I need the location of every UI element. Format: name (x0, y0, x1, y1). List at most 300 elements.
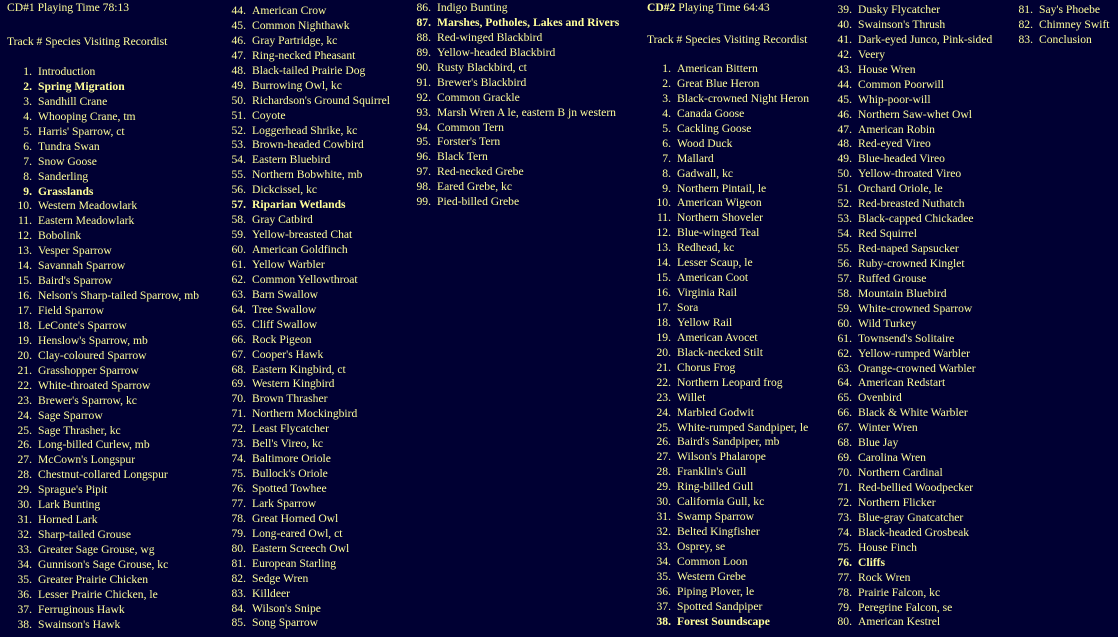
track-number: 70. (231, 392, 246, 406)
track-link[interactable]: Wilson's Snipe (252, 601, 321, 615)
track-link[interactable]: Yellow-throated Vireo (858, 167, 962, 181)
track-link[interactable]: Introduction (38, 65, 96, 78)
track-link[interactable]: Northern Mockingbird (252, 407, 358, 421)
track-link[interactable]: Black Tern (437, 150, 488, 164)
track-row (993, 18, 1110, 33)
track-link[interactable]: White-throated Sparrow (38, 378, 151, 392)
track-link[interactable]: Brown Thrasher (252, 392, 328, 406)
track-link[interactable]: Greater Prairie Chicken (38, 572, 149, 586)
track-link[interactable]: Veery (858, 47, 886, 61)
track-number: 2. (23, 79, 32, 93)
track-link[interactable]: Long-eared Owl, ct (252, 526, 343, 540)
track-link[interactable]: Common Poorwill (858, 77, 944, 91)
track-number: 77. (837, 570, 852, 584)
track-link[interactable]: American Bittern (677, 62, 758, 75)
track-number: 26. (656, 435, 671, 449)
track-link[interactable]: Sage Sparrow (38, 408, 103, 422)
track-link[interactable]: House Finch (858, 540, 917, 554)
track-link[interactable]: Mountain Bluebird (858, 286, 947, 300)
track-link[interactable]: Coyote (252, 108, 286, 122)
track-number: 48. (231, 63, 246, 77)
track-link[interactable]: Red-winged Blackbird (437, 30, 543, 44)
track-number: 21. (17, 363, 32, 377)
track-number: 49. (231, 78, 246, 92)
track-link[interactable]: Vesper Sparrow (38, 244, 112, 258)
track-link[interactable]: Brewer's Blackbird (437, 75, 527, 89)
track-link[interactable]: Franklin's Gull (677, 465, 747, 479)
track-link[interactable]: Chorus Frog (677, 360, 736, 374)
track-link[interactable]: Ovenbird (858, 391, 902, 405)
track-row (0, 140, 199, 155)
track-link[interactable]: Black & White Warbler (858, 406, 968, 420)
track-link[interactable]: Red-naped Sapsucker (858, 242, 959, 255)
track-number: 8. (23, 169, 32, 183)
track-number: 17. (656, 301, 671, 314)
track-link[interactable]: Common Grackle (437, 90, 520, 104)
track-link[interactable]: American Redstart (858, 376, 946, 390)
track-link[interactable]: White-crowned Sparrow (858, 301, 973, 315)
track-link[interactable]: American Avocet (677, 330, 758, 344)
track-link[interactable]: Wood Duck (677, 136, 733, 150)
track-row (0, 304, 199, 319)
track-number: 45. (837, 92, 852, 106)
track-number: 63. (231, 287, 246, 301)
track-number: 87. (416, 15, 431, 29)
track-row (0, 468, 199, 483)
track-link[interactable]: Field Sparrow (38, 304, 105, 317)
track-link[interactable]: Orchard Oriole, le (858, 182, 943, 196)
track-link[interactable]: Harris' Sparrow, ct (38, 124, 125, 138)
track-link[interactable]: Least Flycatcher (252, 422, 329, 436)
track-link[interactable]: Black-tailed Prairie Dog (252, 63, 366, 77)
track-link[interactable]: Dickcissel, kc (252, 183, 318, 197)
track-row (392, 180, 619, 195)
track-number: 27. (656, 450, 671, 464)
track-row (206, 587, 390, 602)
track-link[interactable]: Red-eyed Vireo (858, 137, 931, 151)
track-link[interactable]: White-rumped Sandpiper, le (677, 420, 809, 434)
track-number: 22. (656, 375, 671, 389)
track-number: 6. (662, 136, 671, 150)
track-link[interactable]: American Crow (252, 4, 327, 17)
track-number: 16. (17, 289, 32, 303)
track-link[interactable]: Loggerhead Shrike, kc (252, 123, 358, 137)
track-link[interactable]: Blue-winged Teal (677, 226, 760, 240)
track-link[interactable]: Cackling Goose (677, 121, 752, 135)
track-link[interactable]: Sage Thrasher, kc (38, 423, 121, 437)
track-number: 40. (837, 17, 852, 31)
track-link[interactable]: Rock Pigeon (252, 332, 312, 346)
track-link[interactable]: Horned Lark (38, 513, 98, 527)
track-row (392, 76, 619, 91)
track-link[interactable]: Lesser Prairie Chicken, le (38, 587, 158, 601)
track-row (641, 256, 809, 271)
track-link[interactable]: Virginia Rail (677, 286, 737, 300)
track-row (812, 347, 992, 362)
track-link[interactable]: Bobolink (38, 229, 82, 243)
track-number: 50. (837, 167, 852, 181)
section-title: Marshes, Potholes, Lakes and Rivers (437, 15, 620, 29)
track-number: 54. (837, 227, 852, 241)
track-link[interactable]: Black-necked Stilt (677, 345, 763, 359)
track-link[interactable]: Swainson's Thrush (858, 17, 946, 31)
track-number: 92. (416, 90, 431, 104)
track-number: 75. (231, 467, 246, 481)
track-row (392, 106, 619, 121)
track-link[interactable]: Rock Wren (858, 570, 911, 584)
track-row (206, 572, 390, 587)
track-row (641, 495, 809, 510)
track-link[interactable]: Winter Wren (858, 421, 918, 435)
track-link[interactable]: Northern Shoveler (677, 211, 763, 225)
track-link[interactable]: California Gull, kc (677, 495, 765, 509)
track-link[interactable]: Northern Flicker (858, 495, 936, 509)
track-row (206, 243, 390, 258)
track-link[interactable]: Piping Plover, le (677, 584, 755, 598)
track-number: 55. (837, 242, 852, 255)
track-row (812, 3, 992, 18)
track-link[interactable]: Eared Grebe, kc (437, 180, 512, 194)
track-link[interactable]: Blue Jay (858, 436, 899, 450)
track-row (812, 63, 992, 78)
track-link[interactable]: Cooper's Hawk (252, 347, 324, 361)
track-row (641, 122, 809, 137)
track-link[interactable]: Wild Turkey (858, 316, 917, 330)
track-row (812, 406, 992, 421)
section-heading-row (206, 198, 390, 213)
track-number: 81. (1018, 3, 1033, 16)
track-link[interactable]: Eastern Screech Owl (252, 541, 350, 555)
track-number: 78. (837, 585, 852, 599)
track-row (641, 376, 809, 391)
track-link[interactable]: Ruby-crowned Kinglet (858, 256, 965, 270)
track-link[interactable]: Carolina Wren (858, 451, 926, 465)
track-link[interactable]: Northern Saw-whet Owl (858, 107, 972, 121)
track-link[interactable]: Brewer's Sparrow, kc (38, 393, 137, 407)
track-link[interactable]: Greater Sage Grouse, wg (38, 543, 155, 556)
track-link[interactable]: Northern Bobwhite, mb (252, 168, 363, 182)
track-link[interactable]: American Wigeon (677, 196, 762, 210)
track-link[interactable]: Savannah Sparrow (38, 259, 126, 273)
track-link[interactable]: American Kestrel (858, 615, 941, 629)
track-row (812, 317, 992, 332)
track-link[interactable]: Gunnison's Sage Grouse, kc (38, 557, 169, 571)
track-number: 44. (837, 77, 852, 91)
track-link[interactable]: Wilson's Phalarope (677, 450, 766, 464)
track-link[interactable]: Cliff Swallow (252, 317, 318, 331)
track-row (812, 481, 992, 496)
track-row (641, 435, 809, 450)
section-heading-row (0, 185, 199, 200)
track-number: 12. (17, 229, 32, 243)
track-link[interactable]: Yellow Rail (677, 315, 733, 329)
track-number: 81. (231, 556, 246, 570)
track-link[interactable]: Spotted Sandpiper (677, 599, 763, 613)
track-number: 34. (656, 554, 671, 568)
track-link[interactable]: Western Grebe (677, 569, 746, 583)
track-number: 5. (23, 124, 32, 138)
track-link[interactable]: LeConte's Sparrow (38, 318, 127, 332)
track-row (0, 483, 199, 498)
track-link[interactable]: Gray Catbird (252, 213, 313, 227)
track-link[interactable]: European Starling (252, 556, 337, 570)
track-row (641, 167, 809, 182)
track-link[interactable]: Belted Kingfisher (677, 525, 760, 539)
section-heading-row (641, 615, 809, 630)
track-link[interactable]: Marbled Godwit (677, 405, 754, 419)
track-number: 53. (231, 138, 246, 152)
track-link[interactable]: Red-bellied Woodpecker (858, 481, 974, 494)
track-row (0, 319, 199, 334)
track-link[interactable]: Western Kingbird (252, 377, 335, 391)
track-link[interactable]: Whip-poor-will (858, 92, 931, 106)
track-number: 48. (837, 137, 852, 151)
track-link[interactable]: Burrowing Owl, kc (252, 78, 342, 92)
track-row (206, 109, 390, 124)
track-row (812, 108, 992, 123)
track-link[interactable]: Whooping Crane, tm (38, 109, 136, 123)
track-link[interactable]: Yellow-headed Blackbird (437, 45, 556, 59)
track-number: 11. (17, 214, 32, 228)
track-link[interactable]: Bell's Vireo, kc (252, 437, 324, 451)
track-link[interactable]: Swainson's Hawk (38, 617, 121, 631)
track-number: 57. (837, 271, 852, 285)
track-link[interactable]: Chestnut-collared Longspur (38, 468, 168, 482)
track-link[interactable]: Tundra Swan (38, 139, 100, 153)
track-row (206, 557, 390, 572)
track-link[interactable]: Sprague's Pipit (38, 483, 108, 497)
track-link[interactable]: Blue-gray Gnatcatcher (858, 510, 964, 524)
track-link[interactable]: Killdeer (252, 586, 290, 600)
track-link[interactable]: Yellow-rumped Warbler (858, 346, 970, 360)
track-row (206, 497, 390, 512)
track-number: 18. (17, 318, 32, 332)
track-row (812, 391, 992, 406)
track-row (812, 586, 992, 601)
track-link[interactable]: Black-crowned Night Heron (677, 91, 809, 105)
track-link[interactable]: Ruffed Grouse (858, 271, 927, 285)
track-number: 69. (231, 377, 246, 391)
track-row (641, 406, 809, 421)
track-row (0, 453, 199, 468)
track-row (206, 407, 390, 422)
track-row (641, 196, 809, 211)
track-link[interactable]: Black-capped Chickadee (858, 212, 974, 226)
track-row (206, 363, 390, 378)
track-link[interactable]: Sora (677, 301, 699, 314)
track-row (206, 213, 390, 228)
track-row (641, 92, 809, 107)
track-link[interactable]: Northern Leopard frog (677, 375, 783, 389)
track-row (641, 450, 809, 465)
track-link[interactable]: Great Blue Heron (677, 76, 760, 90)
track-link[interactable]: Eastern Meadowlark (38, 214, 135, 228)
track-link[interactable]: Sedge Wren (252, 571, 309, 585)
track-link[interactable]: Pied-billed Grebe (437, 195, 520, 209)
track-number: 98. (416, 180, 431, 194)
track-number: 7. (23, 154, 32, 168)
section-title: Spring Migration (38, 79, 125, 93)
track-link[interactable]: Clay-coloured Sparrow (38, 348, 147, 362)
track-link[interactable]: Northern Cardinal (858, 466, 943, 480)
track-link[interactable]: Common Yellowthroat (252, 272, 358, 286)
track-link[interactable]: American Coot (677, 271, 749, 285)
track-link[interactable]: Ferruginous Hawk (38, 602, 125, 616)
track-link[interactable]: Say's Phoebe (1039, 3, 1101, 16)
track-number: 31. (656, 510, 671, 524)
track-link[interactable]: Common Loon (677, 554, 748, 568)
track-row (0, 513, 199, 528)
track-link[interactable]: Mallard (677, 151, 714, 165)
track-number: 10. (656, 196, 671, 210)
track-link[interactable]: Sanderling (38, 169, 89, 183)
track-link[interactable]: Long-billed Curlew, mb (38, 438, 150, 452)
track-link[interactable]: Ring-billed Gull (677, 480, 754, 494)
track-row (0, 409, 199, 424)
track-row (812, 182, 992, 197)
track-link[interactable]: Sharp-tailed Grouse (38, 528, 132, 542)
track-link[interactable]: Willet (677, 390, 706, 404)
track-row (0, 334, 199, 349)
track-row (641, 525, 809, 540)
track-link[interactable]: Barn Swallow (252, 287, 319, 301)
track-link[interactable]: Orange-crowned Warbler (858, 361, 976, 375)
track-list (812, 3, 992, 630)
track-row (392, 165, 619, 180)
track-row (641, 570, 809, 585)
track-link[interactable]: Great Horned Owl (252, 511, 339, 525)
track-link[interactable]: Tree Swallow (252, 302, 317, 316)
track-link[interactable]: Conclusion (1039, 32, 1092, 46)
cd1-heading (7, 1, 129, 14)
track-link[interactable]: Canada Goose (677, 106, 745, 120)
track-row (206, 482, 390, 497)
track-link[interactable]: Red Squirrel (858, 227, 917, 241)
track-link[interactable]: Prairie Falcon, kc (858, 585, 941, 599)
track-link[interactable]: Baltimore Oriole (252, 452, 331, 466)
track-link[interactable]: Nelson's Sharp-tailed Sparrow, mb (38, 289, 200, 303)
track-row (392, 1, 619, 16)
track-link[interactable]: Marsh Wren A le, eastern B jn western (437, 105, 616, 119)
track-link[interactable]: Snow Goose (38, 154, 97, 168)
track-number: 23. (656, 390, 671, 404)
track-number: 67. (231, 347, 246, 361)
track-row (206, 288, 390, 303)
track-link[interactable]: House Wren (858, 62, 916, 76)
track-row (0, 259, 199, 274)
track-link[interactable]: McCown's Longspur (38, 453, 136, 467)
track-link[interactable]: Lark Bunting (38, 498, 101, 512)
track-number: 5. (662, 121, 671, 135)
track-link[interactable]: Townsend's Solitaire (858, 331, 955, 345)
track-link[interactable]: Common Nighthawk (252, 18, 350, 32)
track-link[interactable]: American Goldfinch (252, 243, 348, 256)
track-number: 85. (231, 616, 246, 630)
track-link[interactable]: Lesser Scaup, le (677, 256, 753, 270)
track-link[interactable]: Peregrine Falcon, se (858, 600, 953, 614)
track-link[interactable]: Western Meadowlark (38, 199, 138, 213)
track-row (812, 242, 992, 257)
track-number: 8. (662, 166, 671, 180)
track-link[interactable]: Red-breasted Nuthatch (858, 197, 965, 211)
track-number: 66. (837, 406, 852, 420)
track-link[interactable]: Blue-headed Vireo (858, 152, 945, 166)
track-link[interactable]: Indigo Bunting (437, 1, 508, 14)
track-link[interactable]: Eastern Kingbird, ct (252, 362, 346, 376)
track-link[interactable]: Gray Partridge, kc (252, 33, 338, 47)
track-link[interactable]: Song Sparrow (252, 616, 319, 630)
track-link[interactable]: Ring-necked Pheasant (252, 48, 356, 62)
track-link[interactable]: Baird's Sparrow (38, 274, 113, 288)
track-link[interactable]: Chimney Swift (1039, 17, 1110, 31)
track-link[interactable]: Swamp Sparrow (677, 510, 754, 524)
track-number: 14. (656, 256, 671, 270)
track-link[interactable]: Bullock's Oriole (252, 467, 328, 481)
track-row (641, 600, 809, 615)
track-number: 47. (231, 48, 246, 62)
track-link[interactable]: Dark-eyed Junco, Pink-sided (858, 32, 993, 46)
track-link[interactable]: Gadwall, kc (677, 166, 734, 180)
track-link[interactable]: Dusky Flycatcher (858, 3, 941, 16)
track-link[interactable]: Osprey, se (677, 540, 726, 553)
track-link[interactable]: Richardson's Ground Squirrel (252, 93, 390, 107)
track-number: 31. (17, 513, 32, 527)
track-link[interactable]: Common Tern (437, 120, 504, 134)
track-link[interactable]: Forster's Tern (437, 135, 501, 149)
track-row (392, 121, 619, 136)
track-row (206, 64, 390, 79)
track-link[interactable]: Yellow-breasted Chat (252, 228, 353, 242)
track-row (0, 110, 199, 125)
track-number: 18. (656, 315, 671, 329)
track-link[interactable]: Sandhill Crane (38, 94, 108, 108)
track-link[interactable]: Red-necked Grebe (437, 165, 524, 179)
track-link[interactable]: Rusty Blackbird, ct (437, 60, 527, 74)
track-link[interactable]: Yellow Warbler (252, 257, 325, 271)
track-number: 77. (231, 496, 246, 510)
track-number: 38. (17, 617, 32, 631)
track-link[interactable]: Lark Sparrow (252, 496, 317, 510)
track-row (812, 302, 992, 317)
track-row (0, 65, 199, 80)
track-number: 14. (17, 259, 32, 273)
track-link[interactable]: Grasshopper Sparrow (38, 363, 139, 377)
track-link[interactable]: Black-headed Grosbeak (858, 525, 970, 539)
track-number: 78. (231, 511, 246, 525)
track-row (0, 558, 199, 573)
track-number: 25. (656, 420, 671, 434)
track-link[interactable]: Baird's Sandpiper, mb (677, 435, 780, 449)
track-row (641, 555, 809, 570)
track-number: 21. (656, 360, 671, 374)
track-number: 74. (837, 525, 852, 539)
track-link[interactable]: Henslow's Sparrow, mb (38, 333, 148, 347)
track-number: 7. (662, 151, 671, 165)
track-number: 28. (656, 465, 671, 479)
track-link[interactable]: Eastern Bluebird (252, 153, 331, 167)
track-row (0, 229, 199, 244)
track-link[interactable]: Brown-headed Cowbird (252, 138, 364, 152)
track-row (0, 543, 199, 558)
track-number: 94. (416, 120, 431, 134)
track-link[interactable]: Redhead, kc (677, 241, 735, 255)
track-number: 27. (17, 453, 32, 467)
track-row (993, 3, 1110, 18)
track-link[interactable]: American Robin (858, 122, 935, 136)
track-link[interactable]: Northern Pintail, le (677, 181, 767, 195)
track-link[interactable]: Spotted Towhee (252, 482, 327, 495)
track-number: 91. (416, 75, 431, 89)
